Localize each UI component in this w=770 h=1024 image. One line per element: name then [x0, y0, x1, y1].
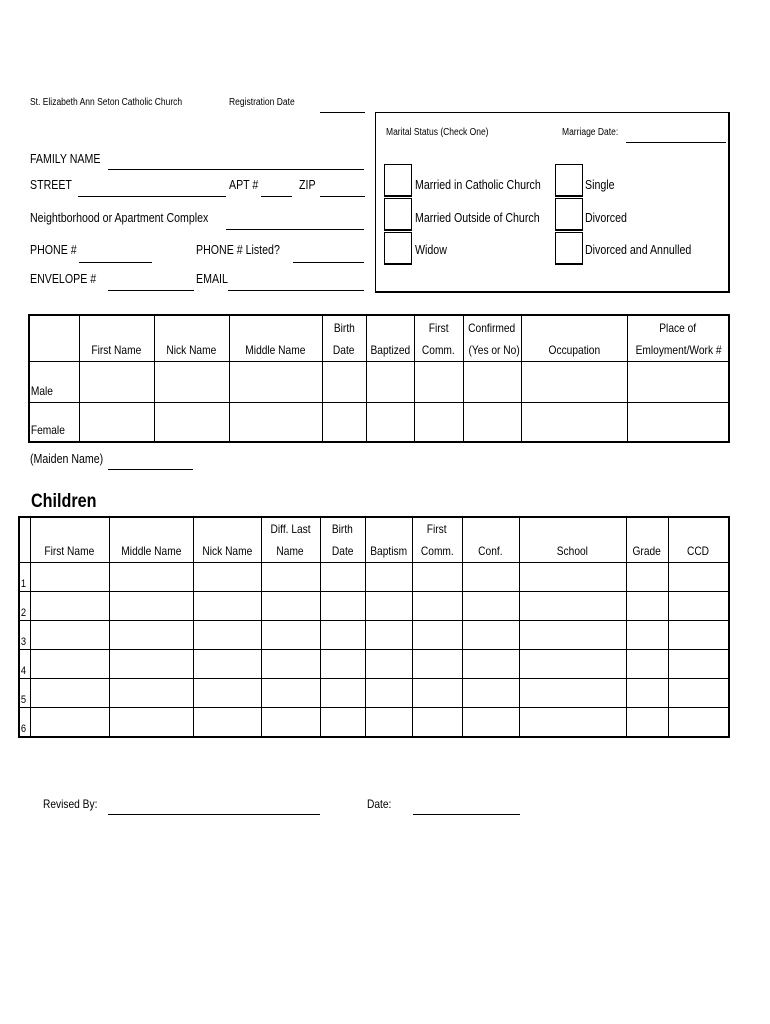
- child-birth-date-cell[interactable]: [320, 592, 365, 621]
- male-first-name-cell[interactable]: [79, 361, 154, 402]
- phone-listed-label: PHONE # Listed?: [196, 243, 280, 257]
- phone-label: PHONE #: [30, 243, 77, 257]
- envelope-label: ENVELOPE #: [30, 272, 97, 286]
- child-header-first-name: First Name: [30, 517, 109, 563]
- header-birth-date: Birth Date: [322, 315, 366, 361]
- child-baptism-cell[interactable]: [365, 679, 412, 708]
- children-header-row: [19, 517, 729, 563]
- child-header-baptism: Baptism: [365, 517, 412, 563]
- adult-row-male: [29, 361, 729, 402]
- checkbox-single[interactable]: [555, 164, 583, 197]
- child-ccd-cell[interactable]: [668, 679, 729, 708]
- children-title: Children: [31, 491, 97, 512]
- female-first-name-cell[interactable]: [79, 402, 154, 442]
- maiden-name-field[interactable]: [108, 455, 193, 470]
- marriage-date-label: Marriage Date:: [562, 127, 619, 138]
- child-grade-cell[interactable]: [626, 708, 668, 737]
- maiden-name-label: (Maiden Name): [30, 452, 104, 466]
- child-school-cell[interactable]: [519, 679, 626, 708]
- female-middle-name-cell[interactable]: [229, 402, 322, 442]
- child-birth-date-cell[interactable]: [320, 679, 365, 708]
- male-nick-name-cell[interactable]: [154, 361, 229, 402]
- child-first-name-cell[interactable]: [30, 708, 109, 737]
- revised-by-label: Revised By:: [43, 797, 98, 811]
- child-first-name-cell[interactable]: [30, 563, 109, 592]
- option-married-catholic: Married in Catholic Church: [415, 178, 541, 192]
- child-header-nick-name: Nick Name: [193, 517, 261, 563]
- female-nick-name-cell[interactable]: [154, 402, 229, 442]
- child-conf-cell[interactable]: [462, 679, 519, 708]
- male-employment-cell[interactable]: [627, 361, 729, 402]
- child-birth-date-cell[interactable]: [320, 621, 365, 650]
- child-row: [19, 563, 729, 592]
- child-school-cell[interactable]: [519, 650, 626, 679]
- registration-date-field[interactable]: [320, 98, 365, 113]
- child-diff-last-name-cell[interactable]: [261, 621, 320, 650]
- child-baptism-cell[interactable]: [365, 650, 412, 679]
- child-baptism-cell[interactable]: [365, 621, 412, 650]
- child-row-number: 1: [19, 563, 30, 592]
- child-row: [19, 708, 729, 737]
- option-divorced: Divorced: [585, 211, 627, 225]
- child-row: [19, 650, 729, 679]
- family-name-label: FAMILY NAME: [30, 152, 101, 166]
- row-label-female: Female: [29, 402, 79, 442]
- child-ccd-cell[interactable]: [668, 592, 729, 621]
- child-header-grade: Grade: [626, 517, 668, 563]
- male-baptized-cell[interactable]: [366, 361, 414, 402]
- child-nick-name-cell[interactable]: [193, 650, 261, 679]
- marital-status-title: Marital Status (Check One): [386, 127, 489, 138]
- female-birth-date-cell[interactable]: [322, 402, 366, 442]
- child-diff-last-name-cell[interactable]: [261, 592, 320, 621]
- child-row-number: 3: [19, 621, 30, 650]
- child-header-school: School: [519, 517, 626, 563]
- child-row: [19, 621, 729, 650]
- row-label-male: Male: [29, 361, 79, 402]
- child-grade-cell[interactable]: [626, 621, 668, 650]
- child-middle-name-cell[interactable]: [109, 679, 193, 708]
- child-birth-date-cell[interactable]: [320, 563, 365, 592]
- child-nick-name-cell[interactable]: [193, 621, 261, 650]
- child-ccd-cell[interactable]: [668, 708, 729, 737]
- child-diff-last-name-cell[interactable]: [261, 708, 320, 737]
- child-middle-name-cell[interactable]: [109, 708, 193, 737]
- child-row: [19, 592, 729, 621]
- child-nick-name-cell[interactable]: [193, 592, 261, 621]
- header-blank: [29, 315, 79, 361]
- adult-row-female: [29, 402, 729, 442]
- child-conf-cell[interactable]: [462, 621, 519, 650]
- header-first-name: First Name: [79, 315, 154, 361]
- child-middle-name-cell[interactable]: [109, 592, 193, 621]
- phone-listed-field[interactable]: [293, 248, 364, 263]
- male-occupation-cell[interactable]: [521, 361, 627, 402]
- child-first-name-cell[interactable]: [30, 679, 109, 708]
- child-header-first-comm: First Comm.: [412, 517, 462, 563]
- family-name-field[interactable]: [108, 155, 364, 170]
- child-header-conf: Conf.: [462, 517, 519, 563]
- child-middle-name-cell[interactable]: [109, 650, 193, 679]
- female-employment-cell[interactable]: [627, 402, 729, 442]
- apt-field[interactable]: [261, 182, 292, 197]
- checkbox-married-outside[interactable]: [384, 198, 412, 231]
- marriage-date-field[interactable]: [626, 128, 726, 143]
- email-label: EMAIL: [196, 272, 228, 286]
- child-nick-name-cell[interactable]: [193, 708, 261, 737]
- child-header-middle-name: Middle Name: [109, 517, 193, 563]
- child-conf-cell[interactable]: [462, 563, 519, 592]
- child-conf-cell[interactable]: [462, 708, 519, 737]
- zip-field[interactable]: [320, 182, 365, 197]
- checkbox-married-catholic[interactable]: [384, 164, 412, 197]
- child-row-number: 5: [19, 679, 30, 708]
- option-divorced-annulled: Divorced and Annulled: [585, 243, 692, 257]
- adults-table: [28, 314, 730, 443]
- male-confirmed-cell[interactable]: [463, 361, 521, 402]
- child-grade-cell[interactable]: [626, 592, 668, 621]
- date-label: Date:: [367, 797, 392, 811]
- child-school-cell[interactable]: [519, 708, 626, 737]
- option-widow: Widow: [415, 243, 447, 257]
- envelope-field[interactable]: [108, 276, 194, 291]
- child-first-comm-cell[interactable]: [412, 592, 462, 621]
- street-label: STREET: [30, 178, 72, 192]
- child-first-comm-cell[interactable]: [412, 621, 462, 650]
- option-married-outside: Married Outside of Church: [415, 211, 540, 225]
- zip-label: ZIP: [299, 178, 316, 192]
- registration-date-label: Registration Date: [229, 97, 295, 108]
- header-occupation: Occupation: [521, 315, 627, 361]
- header-place-of-employment: Place of Emloyment/Work #: [627, 315, 729, 361]
- header-confirmed: Confirmed (Yes or No): [463, 315, 521, 361]
- female-first-comm-cell[interactable]: [414, 402, 463, 442]
- child-nick-name-cell[interactable]: [193, 679, 261, 708]
- email-field[interactable]: [228, 276, 364, 291]
- header-nick-name: Nick Name: [154, 315, 229, 361]
- child-first-comm-cell[interactable]: [412, 650, 462, 679]
- child-first-name-cell[interactable]: [30, 621, 109, 650]
- child-school-cell[interactable]: [519, 621, 626, 650]
- revised-by-field[interactable]: [108, 800, 320, 815]
- female-occupation-cell[interactable]: [521, 402, 627, 442]
- child-first-comm-cell[interactable]: [412, 563, 462, 592]
- child-middle-name-cell[interactable]: [109, 563, 193, 592]
- child-diff-last-name-cell[interactable]: [261, 650, 320, 679]
- child-baptism-cell[interactable]: [365, 708, 412, 737]
- child-diff-last-name-cell[interactable]: [261, 679, 320, 708]
- neighborhood-field[interactable]: [226, 215, 364, 230]
- child-baptism-cell[interactable]: [365, 563, 412, 592]
- child-first-comm-cell[interactable]: [412, 679, 462, 708]
- male-middle-name-cell[interactable]: [229, 361, 322, 402]
- male-birth-date-cell[interactable]: [322, 361, 366, 402]
- male-first-comm-cell[interactable]: [414, 361, 463, 402]
- child-row-number: 2: [19, 592, 30, 621]
- child-first-name-cell[interactable]: [30, 650, 109, 679]
- date-field[interactable]: [413, 800, 520, 815]
- child-school-cell[interactable]: [519, 592, 626, 621]
- child-ccd-cell[interactable]: [668, 650, 729, 679]
- phone-field[interactable]: [79, 248, 152, 263]
- child-header-birth-date: Birth Date: [320, 517, 365, 563]
- apt-label: APT #: [229, 178, 259, 192]
- female-confirmed-cell[interactable]: [463, 402, 521, 442]
- child-nick-name-cell[interactable]: [193, 563, 261, 592]
- child-school-cell[interactable]: [519, 563, 626, 592]
- header-middle-name: Middle Name: [229, 315, 322, 361]
- child-row-number: 6: [19, 708, 30, 737]
- child-baptism-cell[interactable]: [365, 592, 412, 621]
- child-header-ccd: CCD: [668, 517, 729, 563]
- header-baptized: Baptized: [366, 315, 414, 361]
- child-first-name-cell[interactable]: [30, 592, 109, 621]
- child-ccd-cell[interactable]: [668, 563, 729, 592]
- child-header-diff-last-name: Diff. Last Name: [261, 517, 320, 563]
- children-header-blank: [19, 517, 30, 563]
- checkbox-divorced-annulled[interactable]: [555, 232, 583, 265]
- female-baptized-cell[interactable]: [366, 402, 414, 442]
- child-diff-last-name-cell[interactable]: [261, 563, 320, 592]
- child-first-comm-cell[interactable]: [412, 708, 462, 737]
- child-row-number: 4: [19, 650, 30, 679]
- child-grade-cell[interactable]: [626, 563, 668, 592]
- option-single: Single: [585, 178, 615, 192]
- child-conf-cell[interactable]: [462, 650, 519, 679]
- adults-header-row: [29, 315, 729, 361]
- child-birth-date-cell[interactable]: [320, 708, 365, 737]
- neighborhood-label: Neightborhood or Apartment Complex: [30, 211, 209, 225]
- child-grade-cell[interactable]: [626, 679, 668, 708]
- street-field[interactable]: [78, 182, 226, 197]
- checkbox-divorced[interactable]: [555, 198, 583, 231]
- child-row: [19, 679, 729, 708]
- church-name: St. Elizabeth Ann Seton Catholic Church: [30, 97, 183, 108]
- header-first-comm: First Comm.: [414, 315, 463, 361]
- child-middle-name-cell[interactable]: [109, 621, 193, 650]
- child-conf-cell[interactable]: [462, 592, 519, 621]
- children-table: [18, 516, 730, 738]
- checkbox-widow[interactable]: [384, 232, 412, 265]
- child-grade-cell[interactable]: [626, 650, 668, 679]
- child-ccd-cell[interactable]: [668, 621, 729, 650]
- child-birth-date-cell[interactable]: [320, 650, 365, 679]
